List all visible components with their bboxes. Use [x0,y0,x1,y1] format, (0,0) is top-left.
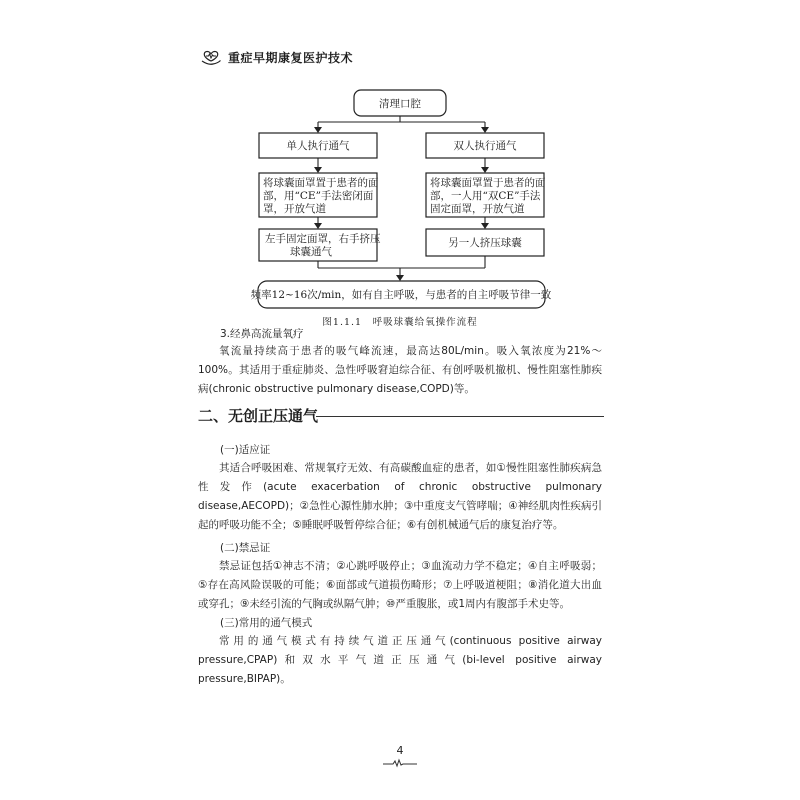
heartbeat-wave-icon [383,758,417,768]
subheading-ventilation-modes: (三)常用的通气模式 [220,617,313,629]
paragraph-high-flow: 氧流量持续高于患者的吸气峰流速，最高达80L/min。吸入氧浓度为21%～100%。其适用于重症肺炎、急性呼吸窘迫综合征、有创呼吸机撤机、慢性阻塞性肺疾病(chronic obstructive pulmonary disease,COPD)等。 [198,345,602,395]
flow-bottom-text: 频率12~16次/min，如有自主呼吸，与患者的自主呼吸节律一致 [250,289,552,301]
flow-right-step1-line: 部，一人用“双CE”手法 [430,190,541,202]
flow-right-step2-text: 另一人挤压球囊 [448,237,522,249]
ventilation-flowchart [0,0,800,340]
subheading-indications: (一)适应证 [220,444,271,456]
paragraph-ventilation-modes: 常用的通气模式有持续气道正压通气(continuous positive airway pressure,CPAP)和双水平气道正压通气(bi-level positive airway pressure,BIPAP)。 [198,635,602,685]
subheading-high-flow: 3.经鼻高流量氧疗 [220,328,304,340]
figure-caption: 图1.1.1 呼吸球囊给氧操作流程 [322,317,478,328]
flow-left-step2-line: 球囊通气 [290,246,332,258]
page-number: 4 [396,744,404,757]
subheading-contraindications: (二)禁忌证 [220,542,271,554]
section-title-rule [316,416,604,417]
paragraph-indications: 其适合呼吸困难、常规氧疗无效、有高碳酸血症的患者，如①慢性阻塞性肺疾病急性发作(acute exacerbation of chronic obstructive pulmonary disease,AECOPD)；②急性心源性肺水肿；③中重度支气管哮喘；④神经肌肉性疾病引起的呼吸功能不全；⑤睡眠呼吸暂停综合征；⑥有创机械通气后的康复治疗等。 [198,462,602,531]
flow-left-title-text: 单人执行通气 [286,140,350,152]
flow-top-text: 清理口腔 [379,98,421,110]
flow-left-step1-line: 罩，开放气道 [263,203,326,215]
section-title: 二、无创正压通气 [198,407,319,425]
flow-right-step1-line: 将球囊面罩置于患者的面 [430,177,546,189]
book-title: 重症早期康复医护技术 [228,50,354,65]
paragraph-contraindications: 禁忌证包括①神志不清；②心跳呼吸停止；③血流动力学不稳定；④自主呼吸弱；⑤存在高风险误吸的可能；⑥面部或气道损伤畸形；⑦上呼吸道梗阻；⑧消化道大出血或穿孔；⑨未经引流的气胸或纵隔气肿；⑩严重腹胀，或1周内有腹部手术史等。 [198,560,602,610]
flow-right-title-text: 双人执行通气 [453,140,517,152]
flow-left-step2-line: 左手固定面罩，右手挤压 [265,233,381,245]
flow-left-step1-line: 部，用“CE”手法密闭面 [263,190,374,202]
flow-right-step1-line: 固定面罩，开放气道 [430,203,525,215]
flow-left-step1-line: 将球囊面罩置于患者的面 [263,177,379,189]
